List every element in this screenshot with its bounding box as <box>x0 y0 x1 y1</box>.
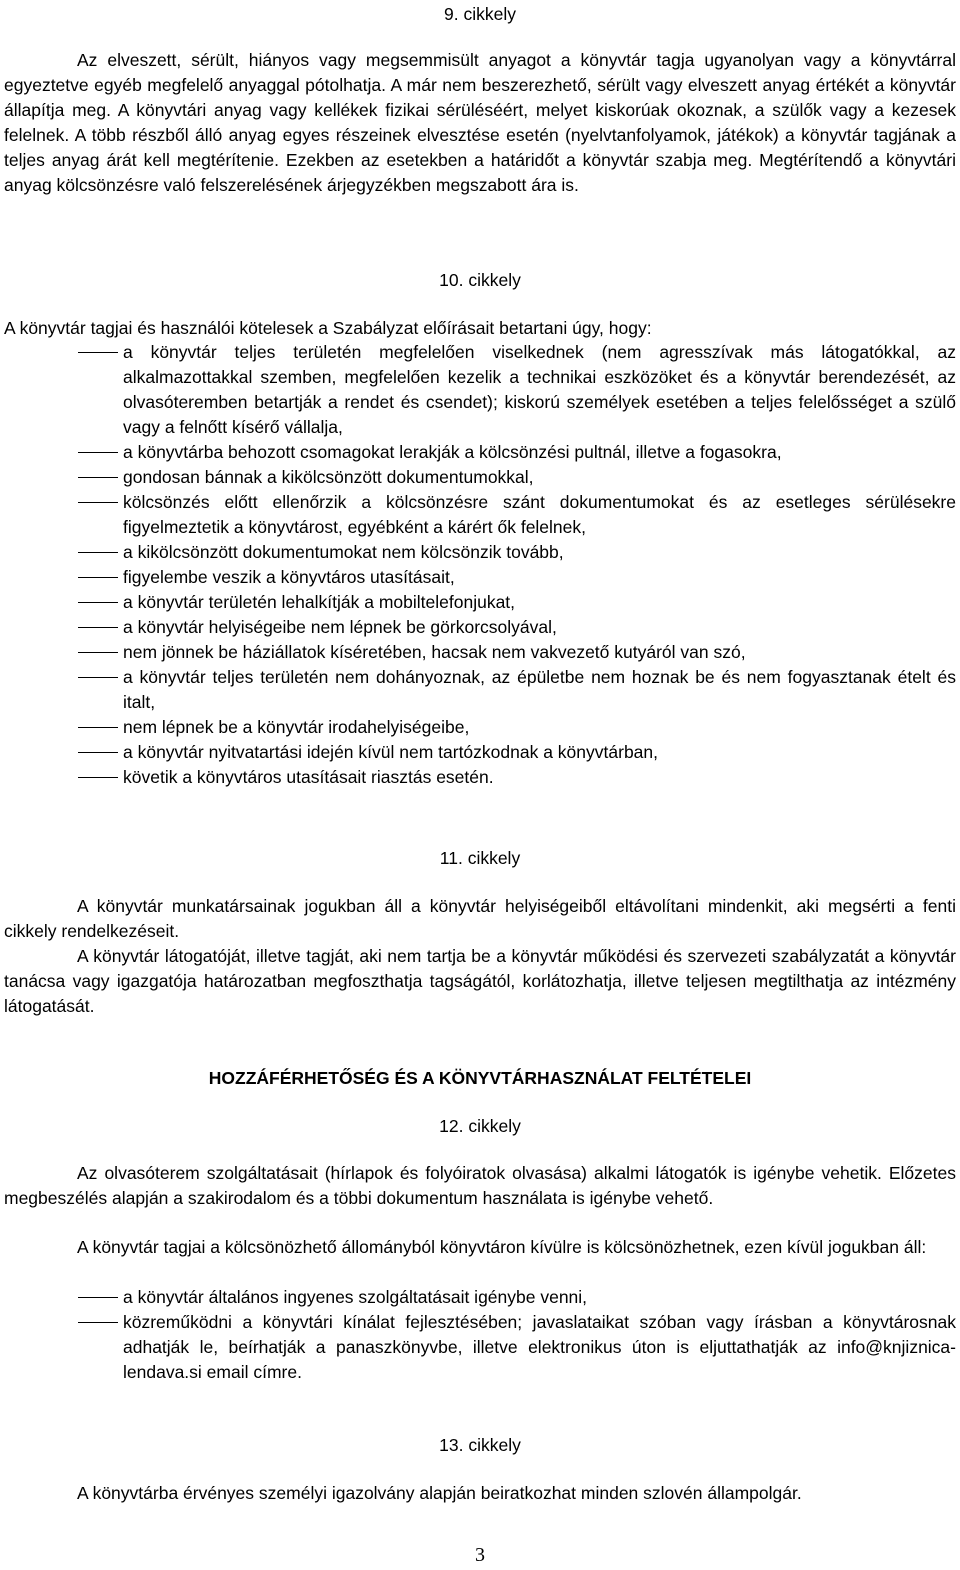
dash-bullet <box>78 452 118 453</box>
list-item: a könyvtár általános ingyenes szolgáltatásait igénybe venni, <box>0 1285 960 1310</box>
article-13-heading: 13. cikkely <box>439 1435 521 1455</box>
list-item: a kikölcsönzött dokumentumokat nem kölcsönzik tovább, <box>0 540 960 565</box>
list-item: a könyvtár területén lehalkítják a mobiltelefonjukat, <box>0 590 960 615</box>
article-11-paragraph-1: A könyvtár munkatársainak jogukban áll a könyvtár helyiségeiből eltávolítani mindenkit, aki megsérti a fenti cikkely rendelkezéseit. <box>4 896 956 941</box>
dash-bullet <box>78 502 118 503</box>
section-title: HOZZÁFÉRHETŐSÉG ÉS A KÖNYVTÁRHASZNÁLAT FELTÉTELEI <box>208 1068 752 1088</box>
article-12-heading: 12. cikkely <box>439 1116 521 1136</box>
dash-bullet <box>78 727 118 728</box>
list-item: nem jönnek be háziállatok kíséretében, hacsak nem vakvezető kutyáról van szó, <box>0 640 960 665</box>
dash-bullet <box>78 627 118 628</box>
list-item: a könyvtár teljes területén megfelelően viselkednek (nem agresszívak más látogatókkal, az alkalmazottakkal szemben, megfelelően kezelik a technikai eszközöket és a könyvtár berendezését, az olvasóteremben betartják a rendet és csendet); kiskorú személyek esetében a teljes felelősséget a szülő vagy a felnőtt kísérő vállalja, <box>0 340 960 440</box>
dash-bullet <box>78 552 118 553</box>
article-12-paragraph-2: A könyvtár tagjai a kölcsönözhető állományból könyvtáron kívülre is kölcsönözhetnek, ezen kívül jogukban áll: <box>77 1237 927 1257</box>
page-number: 3 <box>475 1544 485 1566</box>
dash-bullet <box>78 602 118 603</box>
article-11-paragraph-2: A könyvtár látogatóját, illetve tagját, aki nem tartja be a könyvtár működési és szervezeti szabályzatát a könyvtár tanácsa vagy igazgatója határozatban megfoszthatja tagságától, korlátozhatja, illetve teljesen megtilthatja az intézmény látogatását. <box>4 946 956 1016</box>
dash-bullet <box>78 577 118 578</box>
list-item: nem lépnek be a könyvtár irodahelyiségeibe, <box>0 715 960 740</box>
article-9-heading: 9. cikkely <box>444 4 516 24</box>
list-item: kölcsönzés előtt ellenőrzik a kölcsönzésre szánt dokumentumokat és az esetleges sérülésekre figyelmeztetik a könyvtárost, egyébként a kárért ők felelnek, <box>0 490 960 540</box>
dash-bullet <box>78 677 118 678</box>
list-item: gondosan bánnak a kikölcsönzött dokumentumokkal, <box>0 465 960 490</box>
list-item: követik a könyvtáros utasításait riasztás esetén. <box>0 765 960 790</box>
list-item: figyelembe veszik a könyvtáros utasításait, <box>0 565 960 590</box>
dash-bullet <box>78 1322 118 1323</box>
article-10-heading: 10. cikkely <box>439 270 521 290</box>
article-9-paragraph: Az elveszett, sérült, hiányos vagy megsemmisült anyagot a könyvtár tagja ugyanolyan vagy a könyvtárral egyeztetve egyéb megfelelő anyaggal pótolhatja. A már nem beszerezhető, sérült vagy elveszett anyag értékét a könyvtár állapítja meg. A könyvtári anyag vagy kellékek fizikai sérüléséért, melyet kiskorúak okoznak, a szülők vagy a kezesek felelnek. A több részből álló anyag egyes részeinek elvesztése esetén (nyelvtanfolyamok, játékok) a könyvtár tagjának a teljes anyag árát kell megtérítenie. Ezekben az esetekben a határidőt a könyvtár szabja meg. Megtérítendő a könyvtári anyag kölcsönzésre való felszerelésének árjegyzékben megszabott ára is. <box>4 50 956 195</box>
dash-bullet <box>78 777 118 778</box>
list-item: a könyvtár helyiségeibe nem lépnek be görkorcsolyával, <box>0 615 960 640</box>
dash-bullet <box>78 752 118 753</box>
dash-bullet <box>78 652 118 653</box>
list-item: a könyvtár nyitvatartási idején kívül nem tartózkodnak a könyvtárban, <box>0 740 960 765</box>
list-item: közreműködni a könyvtári kínálat fejlesztésében; javaslataikat szóban vagy írásban a könyvtárosnak adhatják le, beírhatják a panaszkönyvbe, illetve elektronikus úton is eljuttathatják az info@knjiznica-lendava.si email címre. <box>0 1310 960 1385</box>
article-12-paragraph-1: Az olvasóterem szolgáltatásait (hírlapok és folyóiratok olvasása) alkalmi látogatók is igénybe vehetik. Előzetes megbeszélés alapján a szakirodalom és a többi dokumentum használata is igénybe vehető. <box>4 1163 956 1208</box>
dash-bullet <box>78 477 118 478</box>
list-item: a könyvtárba behozott csomagokat lerakják a kölcsönzési pultnál, illetve a fogasokra, <box>0 440 960 465</box>
dash-bullet <box>78 352 118 353</box>
article-11-heading: 11. cikkely <box>439 848 521 868</box>
dash-bullet <box>78 1297 118 1298</box>
article-10-list <box>0 340 960 790</box>
article-13-paragraph: A könyvtárba érvényes személyi igazolvány alapján beiratkozhat minden szlovén állampolgár. <box>77 1483 802 1503</box>
article-12-list <box>0 1285 960 1385</box>
article-10-intro: A könyvtár tagjai és használói kötelesek a Szabályzat előírásait betartani úgy, hogy: <box>4 318 652 338</box>
list-item: a könyvtár teljes területén nem dohányoznak, az épületbe nem hoznak be és nem fogyasztanak ételt és italt, <box>0 665 960 715</box>
